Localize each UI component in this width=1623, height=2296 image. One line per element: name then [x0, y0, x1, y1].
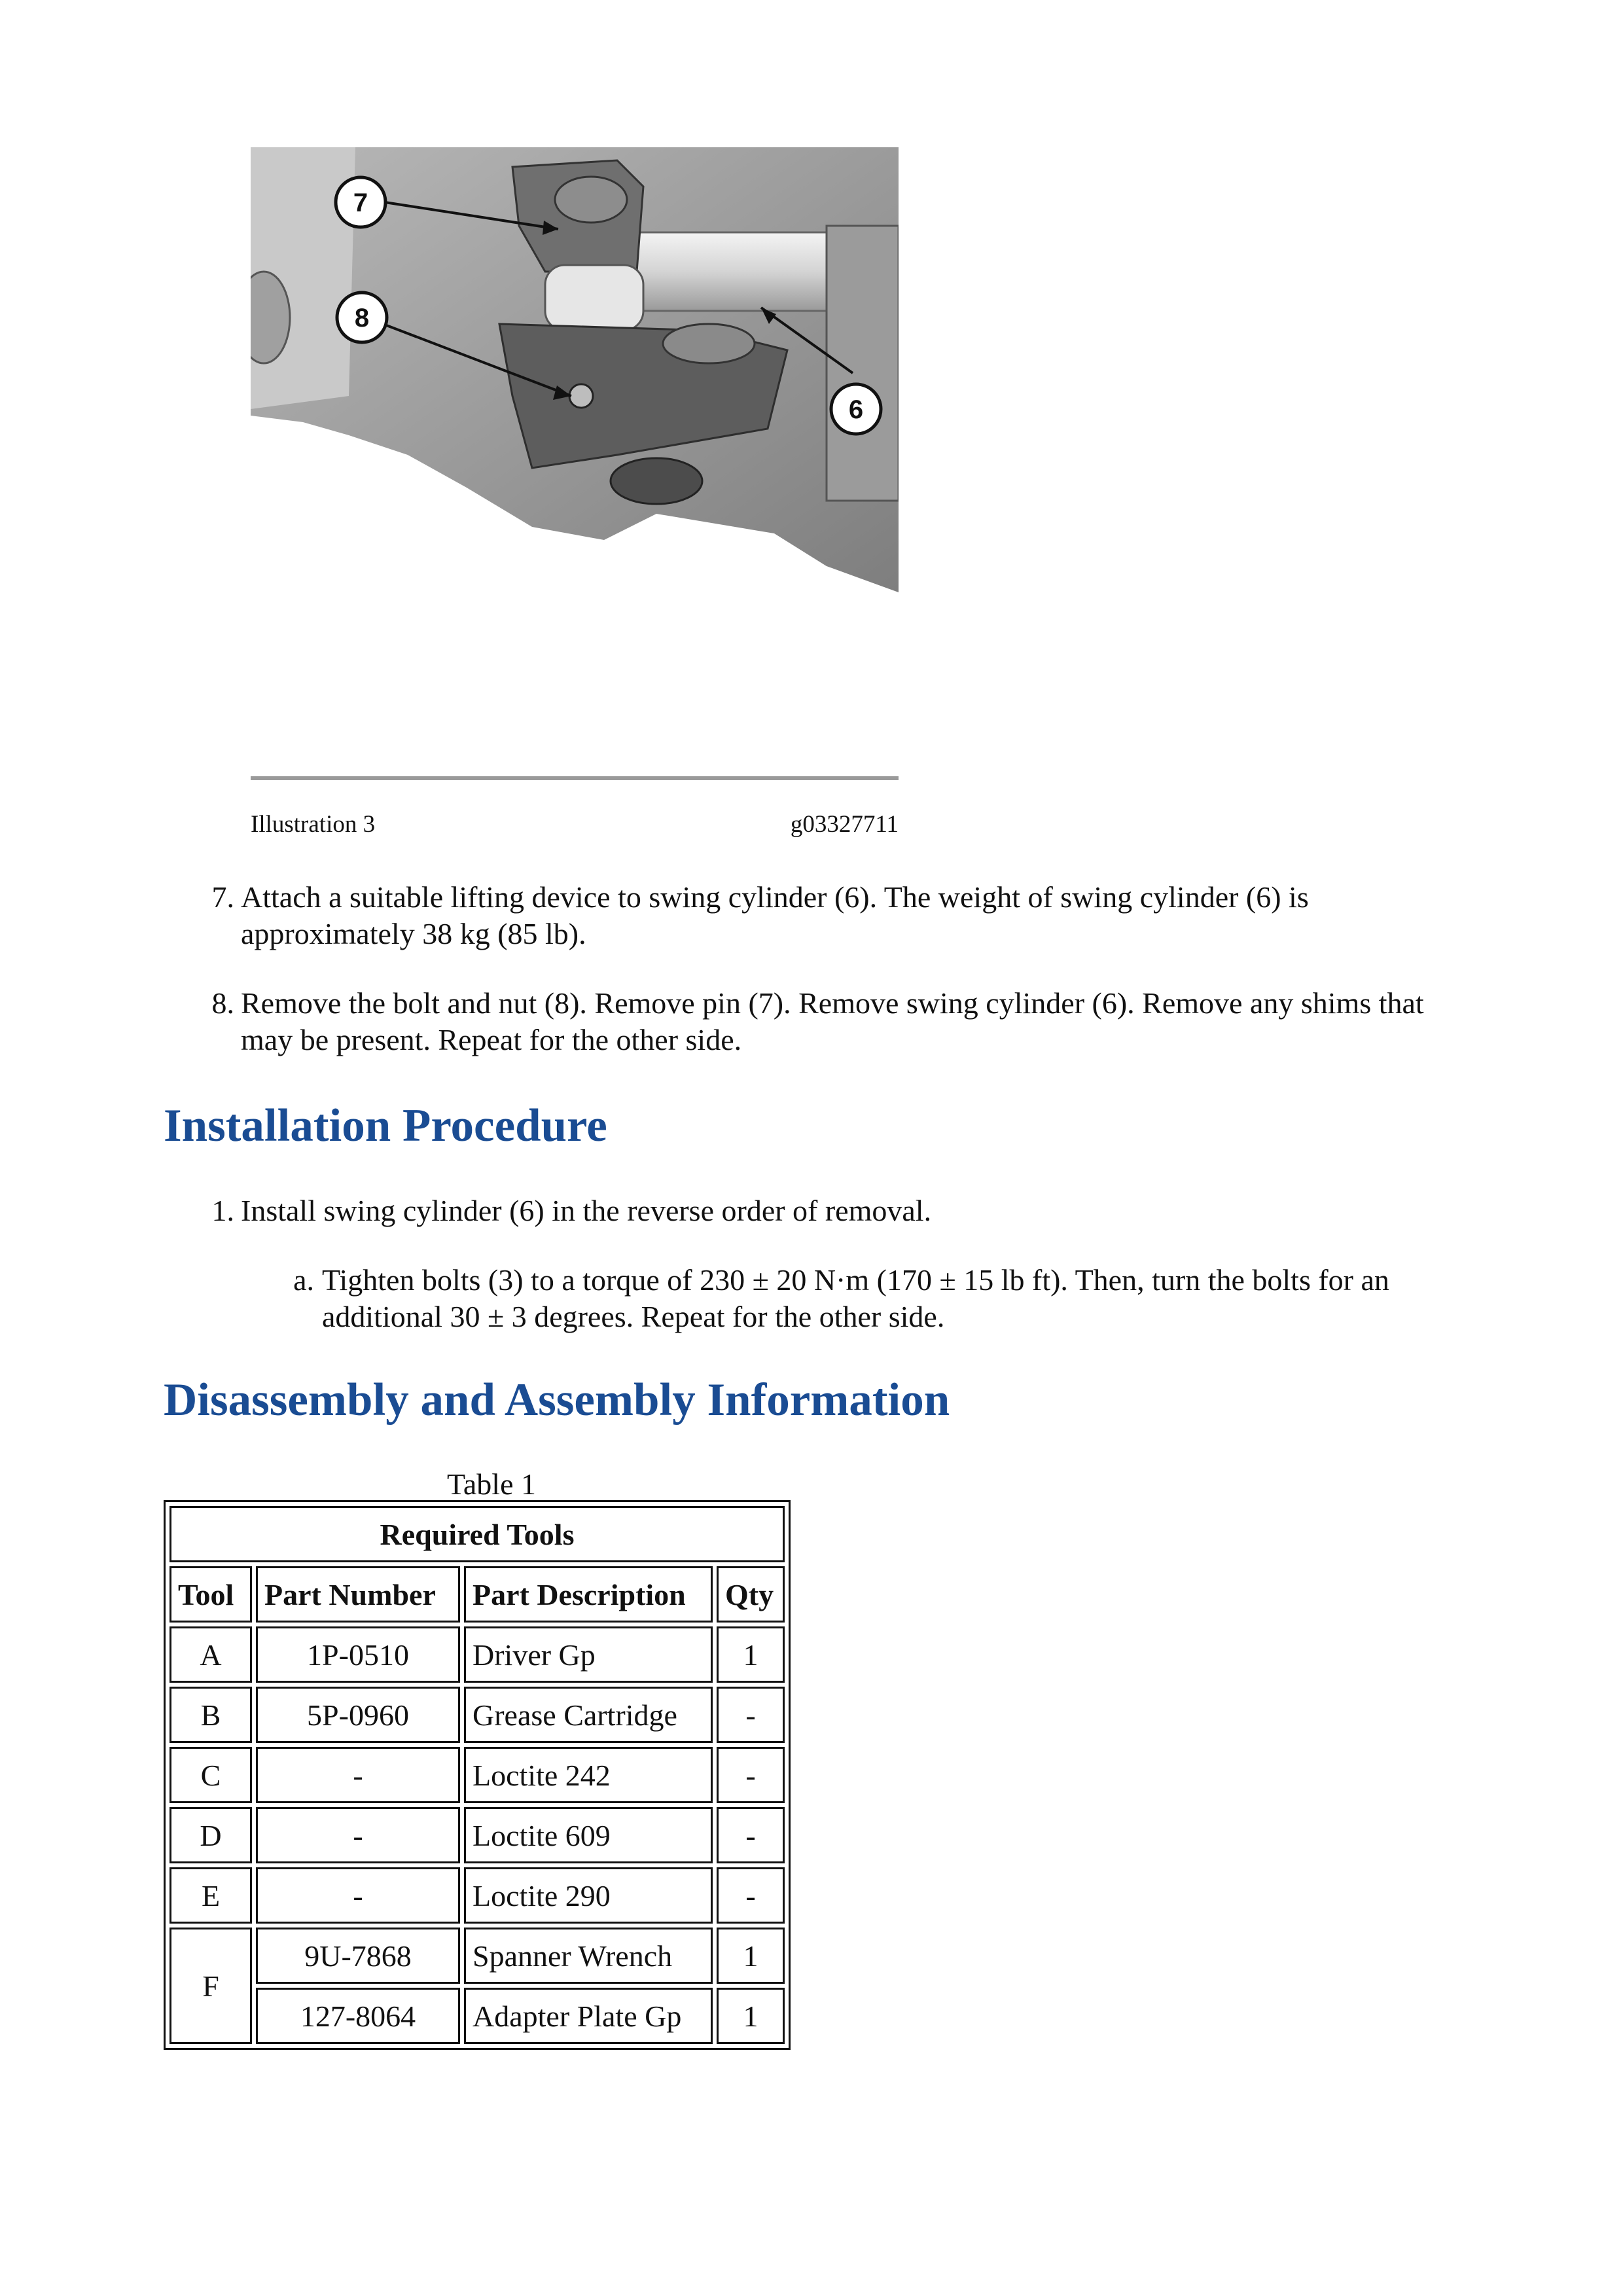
- cell-part-number: 1P-0510: [256, 1626, 460, 1683]
- table-row: [169, 1807, 785, 1863]
- figure-graphic-id: g03327711: [790, 811, 899, 838]
- callout-7-label: 7: [353, 188, 368, 217]
- figure-divider: [251, 776, 899, 780]
- column-header-tool: Tool: [169, 1566, 252, 1623]
- cell-tool: F: [169, 1928, 252, 2044]
- required-tools-table: [164, 1500, 791, 2050]
- step-number: 8.: [211, 986, 234, 1020]
- cell-qty: -: [717, 1867, 785, 1924]
- step-text: Attach a suitable lifting device to swing cylinder (6). The weight of swing cylinder (6) is approximately 38 kg (85 lb).: [241, 880, 1309, 950]
- callout-6-label: 6: [848, 395, 864, 424]
- column-header-part-description: Part Description: [464, 1566, 713, 1623]
- cell-qty: -: [717, 1807, 785, 1863]
- cell-qty: -: [717, 1747, 785, 1803]
- substep-text: Tighten bolts (3) to a torque of 230 ± 20 N·m (170 ± 15 lb ft). Then, turn the bolts for an additional 30 ± 3 degrees. Repeat for the other side.: [322, 1263, 1389, 1333]
- cell-tool: A: [169, 1626, 252, 1683]
- cell-description: Spanner Wrench: [464, 1928, 713, 1984]
- cell-description: Loctite 609: [464, 1807, 713, 1863]
- table-row: [169, 1928, 785, 1984]
- callout-8-label: 8: [354, 304, 370, 332]
- callout-7: [336, 177, 385, 227]
- cell-part-number: 9U-7868: [256, 1928, 460, 1984]
- column-header-part-number: Part Number: [256, 1566, 460, 1623]
- cell-description: Grease Cartridge: [464, 1687, 713, 1743]
- table-row: [169, 1626, 785, 1683]
- cell-part-number: 5P-0960: [256, 1687, 460, 1743]
- cell-part-number: -: [256, 1747, 460, 1803]
- callout-6: [831, 384, 881, 434]
- cell-tool: B: [169, 1687, 252, 1743]
- cell-tool: C: [169, 1747, 252, 1803]
- cell-qty: 1: [717, 1988, 785, 2044]
- figure-caption-label: Illustration 3: [251, 811, 376, 838]
- disassembly-heading: Disassembly and Assembly Information: [164, 1374, 950, 1426]
- table-caption: Table 1: [447, 1467, 537, 1501]
- cell-part-number: 127-8064: [256, 1988, 460, 2044]
- installation-heading: Installation Procedure: [164, 1100, 607, 1151]
- cell-description: Loctite 290: [464, 1867, 713, 1924]
- step-text: Remove the bolt and nut (8). Remove pin (7). Remove swing cylinder (6). Remove any shims that may be present. Repeat for the other side.: [241, 986, 1424, 1056]
- cell-qty: 1: [717, 1626, 785, 1683]
- cell-qty: -: [717, 1687, 785, 1743]
- step-number: 1.: [211, 1194, 234, 1227]
- cell-description: Adapter Plate Gp: [464, 1988, 713, 2044]
- table-header-row: [169, 1566, 785, 1623]
- cell-tool: E: [169, 1867, 252, 1924]
- table-title: Required Tools: [169, 1506, 785, 1562]
- table-row: [169, 1867, 785, 1924]
- table-title-row: [169, 1506, 785, 1562]
- cell-tool: D: [169, 1807, 252, 1863]
- table-row: [169, 1747, 785, 1803]
- cell-part-number: -: [256, 1867, 460, 1924]
- callout-8: [337, 293, 387, 342]
- step-number: 7.: [211, 880, 234, 914]
- table-row: [169, 1687, 785, 1743]
- step-text: Install swing cylinder (6) in the reverse order of removal.: [241, 1194, 932, 1227]
- column-header-qty: Qty: [717, 1566, 785, 1623]
- cell-description: Driver Gp: [464, 1626, 713, 1683]
- cell-part-number: -: [256, 1807, 460, 1863]
- cell-qty: 1: [717, 1928, 785, 1984]
- swing-cylinder-illustration: [251, 147, 899, 619]
- table-row: [169, 1988, 785, 2044]
- cell-description: Loctite 242: [464, 1747, 713, 1803]
- substep-letter: a.: [293, 1263, 314, 1297]
